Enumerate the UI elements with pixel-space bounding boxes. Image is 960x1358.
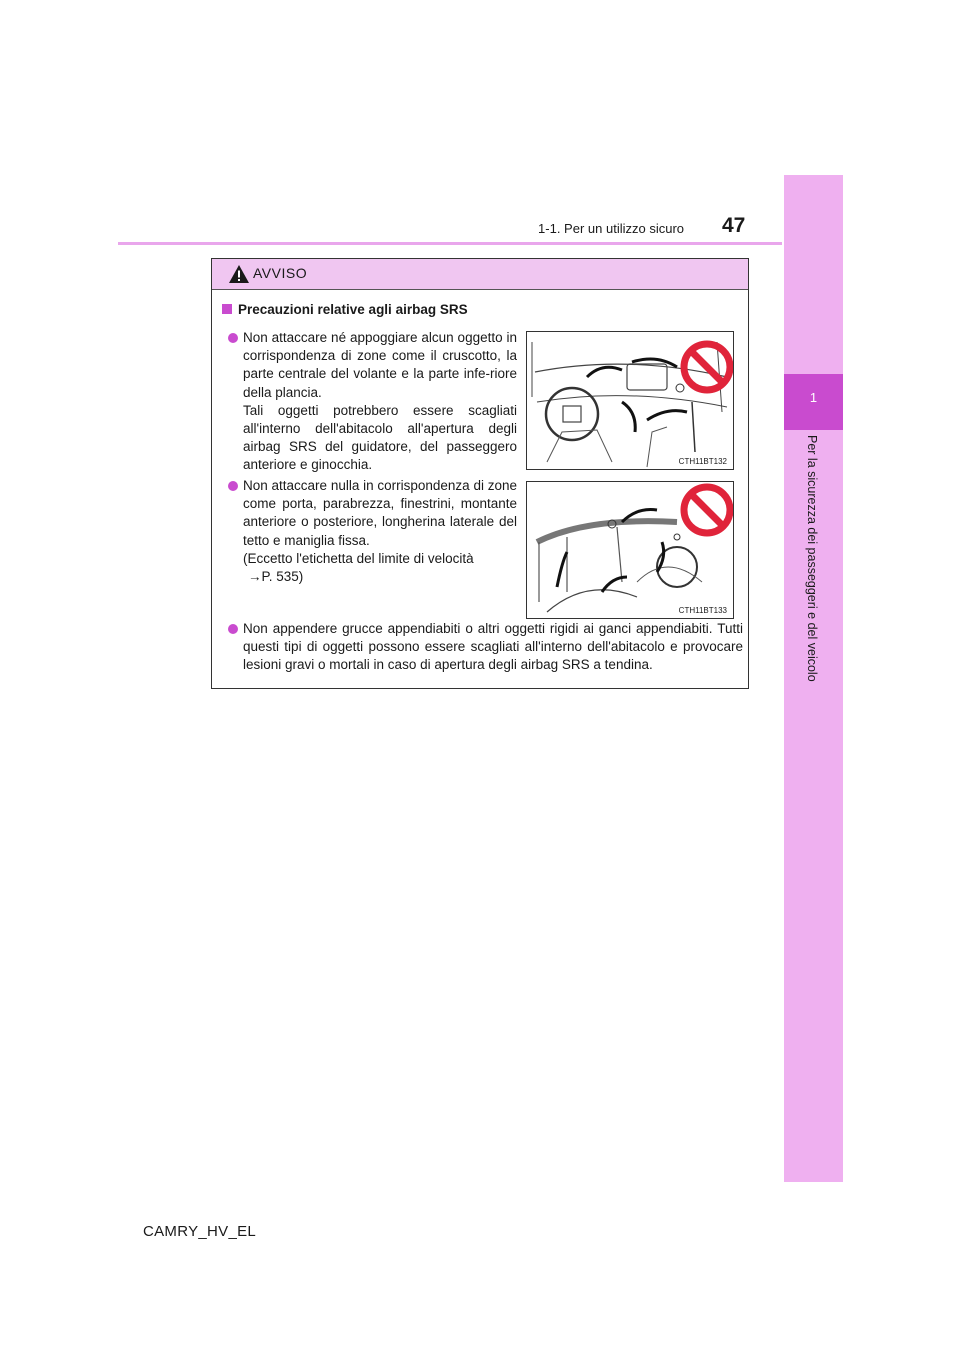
bullet-item (243, 329, 517, 475)
square-bullet-icon (222, 304, 232, 314)
bullet-text: Tali oggetti potrebbero essere scagliati all'interno dell'abitacolo all'apertura degli airbag SRS del guidatore, del passeggero anteriore e ginocchia. (243, 402, 517, 473)
page-reference: →P. 535) (248, 569, 304, 585)
bullet-item (243, 477, 517, 586)
bullet-text: Non attaccare né appoggiare alcun oggetto in corrispondenza di zone come il cruscotto, la parte centrale del volante e la parte infe-riore della plancia. (243, 330, 517, 400)
model-code: CAMRY_HV_EL (143, 1223, 257, 1240)
warning-header (212, 259, 748, 290)
warning-title: AVVISO (253, 265, 308, 281)
figure-code: CTH11BT132 (678, 457, 727, 466)
section-title: 1-1. Per un utilizzo sicuro (538, 221, 684, 236)
bullet-item (243, 620, 743, 675)
bullet-text: Non attaccare nulla in corrispondenza di zone come porta, parabrezza, finestrini, montante anteriore o posteriore, longherina laterale del tetto e maniglia fissa. (243, 478, 517, 548)
round-bullet-icon (228, 481, 238, 491)
prohibition-sign-icon (684, 344, 730, 390)
cabin-drawing (527, 482, 733, 618)
figure-code: CTH11BT133 (678, 606, 727, 615)
warning-box (211, 258, 749, 689)
header-rule (118, 242, 782, 245)
warning-triangle-icon (228, 264, 250, 284)
page-number: 47 (722, 214, 746, 237)
chapter-number: 1 (809, 390, 818, 405)
dashboard-drawing (527, 332, 733, 469)
round-bullet-icon (228, 624, 238, 634)
chapter-title: Per la sicurezza dei passeggeri e del veicolo (805, 435, 819, 682)
dashboard-illustration (526, 331, 734, 470)
round-bullet-icon (228, 333, 238, 343)
cabin-illustration (526, 481, 734, 619)
prohibition-sign-icon (684, 487, 730, 533)
warning-subheading: Precauzioni relative agli airbag SRS (222, 302, 468, 317)
bullet-text: Non appendere grucce appendiabiti o altri oggetti rigidi ai ganci appendiabiti. Tutti questi tipi di oggetti possono essere scagliati all'interno dell'abitacolo e provocare lesioni gravi o mortali in caso di apertura degli airbag SRS a tendina. (243, 621, 743, 673)
bullet-text: (Eccetto l'etichetta del limite di velocità (243, 550, 474, 566)
